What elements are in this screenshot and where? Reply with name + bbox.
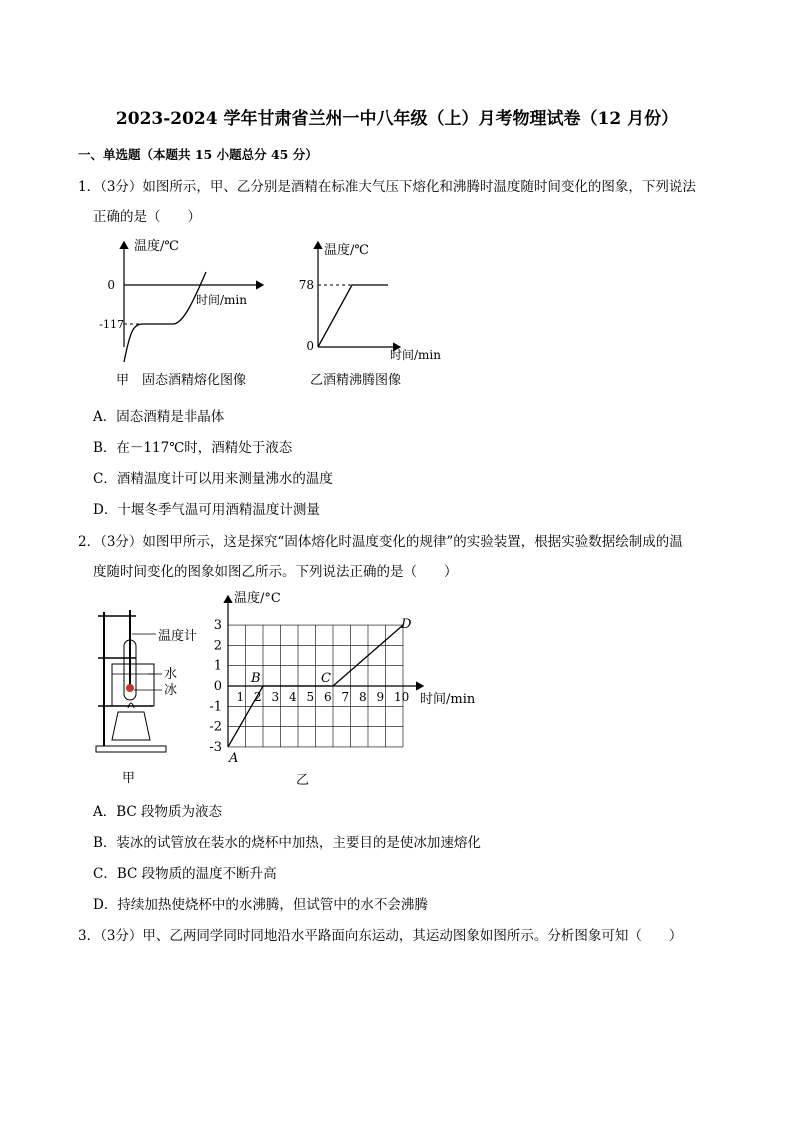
x-axis-label: 时间/min xyxy=(420,692,476,707)
x-tick-labels xyxy=(237,690,410,704)
x-axis-label: 时间/min xyxy=(390,348,441,362)
q1-option-c: C．酒精温度计可以用来测量沸水的温度 xyxy=(93,471,333,487)
tick-boiling-point: 78 xyxy=(298,278,314,292)
tick-zero: 0 xyxy=(107,278,115,292)
point-a-label: A xyxy=(229,751,239,766)
x-axis-label: 时间/min xyxy=(196,293,247,307)
point-b-label: B xyxy=(251,671,261,686)
x-tick-label: 4 xyxy=(289,690,297,704)
q2-option-d: D．持续加热使烧杯中的水沸腾，但试管中的水不会沸腾 xyxy=(93,897,428,913)
q2-option-b: B．装冰的试管放在装水的烧杯中加热，主要目的是使冰加速熔化 xyxy=(93,835,481,851)
q1-stem-line1: 1．（3分）如图所示，甲、乙分别是酒精在标准大气压下熔化和沸腾时温度随时间变化的图象，下列说法 xyxy=(78,179,696,195)
thermometer-label: 温度计 xyxy=(158,629,198,644)
figure-caption: 甲 固态酒精熔化图像 xyxy=(116,373,247,388)
y-axis-label: 温度/℃ xyxy=(324,243,369,258)
ice-label: 冰 xyxy=(164,683,178,698)
q2-apparatus-figure xyxy=(88,600,208,790)
q1-boiling-graph xyxy=(290,232,490,392)
y-axis-label: 温度/°C xyxy=(234,591,281,606)
figure-caption: 乙酒精沸腾图像 xyxy=(310,373,402,388)
q1-option-d: D．十堰冬季气温可用酒精温度计测量 xyxy=(93,502,320,518)
x-tick-label: 1 xyxy=(236,690,245,704)
q1-stem-line2: 正确的是（ ） xyxy=(93,209,201,225)
figure-caption: 甲 xyxy=(122,771,136,786)
boiling-curve xyxy=(318,285,388,347)
q2-option-c: C．BC 段物质的温度不断升高 xyxy=(93,866,277,882)
y-tick-label: -1 xyxy=(209,699,222,715)
y-tick-label: -2 xyxy=(209,719,222,735)
x-tick-label: 2 xyxy=(254,690,262,704)
alcohol-lamp xyxy=(112,712,150,740)
x-tick-label: 7 xyxy=(341,690,350,704)
q1-option-a: A．固态酒精是非晶体 xyxy=(93,409,225,425)
y-tick-labels xyxy=(209,618,222,755)
x-tick-label: 9 xyxy=(376,690,385,704)
q3-stem-line1: 3．（3分）甲、乙两同学同时同地沿水平路面向东运动，其运动图象如图所示。分析图象可知（ ） xyxy=(78,928,683,944)
y-tick-label: 3 xyxy=(213,618,222,634)
q2-stem-line1: 2．（3分）如图甲所示，这是探究“固体熔化时温度变化的规律”的实验装置，根据实验数据绘制成的温 xyxy=(78,534,683,550)
q2-stem-line2: 度随时间变化的图象如图乙所示。下列说法正确的是（ ） xyxy=(93,564,458,580)
page-title: 2023-2024 学年甘肃省兰州一中八年级（上）月考物理试卷（12 月份） xyxy=(115,109,679,129)
stand-base xyxy=(96,746,166,752)
section-heading: 一、单选题（本题共 15 小题总分 45 分） xyxy=(78,147,318,162)
q1-melting-graph xyxy=(88,232,288,392)
tick-zero: 0 xyxy=(306,339,314,353)
x-tick-label: 3 xyxy=(271,690,280,704)
x-tick-label: 10 xyxy=(394,690,410,704)
y-tick-label: -3 xyxy=(209,739,222,755)
tick-melting-point: -117 xyxy=(99,318,124,331)
q1-option-b: B．在－117℃时，酒精处于液态 xyxy=(93,440,293,456)
y-tick-label: 1 xyxy=(213,658,222,674)
y-axis-label: 温度/℃ xyxy=(134,239,179,254)
figure-caption: 乙 xyxy=(296,773,310,788)
x-tick-label: 6 xyxy=(324,690,332,704)
water-label: 水 xyxy=(164,667,178,682)
y-tick-label: 2 xyxy=(213,638,222,654)
x-tick-label: 8 xyxy=(359,690,367,704)
thermometer-bulb xyxy=(126,684,134,692)
x-tick-label: 5 xyxy=(306,690,315,704)
point-d-label: D xyxy=(401,617,412,632)
q2-option-a: A．BC 段物质为液态 xyxy=(93,804,223,820)
point-c-label: C xyxy=(321,671,331,686)
y-tick-label: 0 xyxy=(213,679,222,694)
q2-temperature-graph xyxy=(208,584,498,789)
